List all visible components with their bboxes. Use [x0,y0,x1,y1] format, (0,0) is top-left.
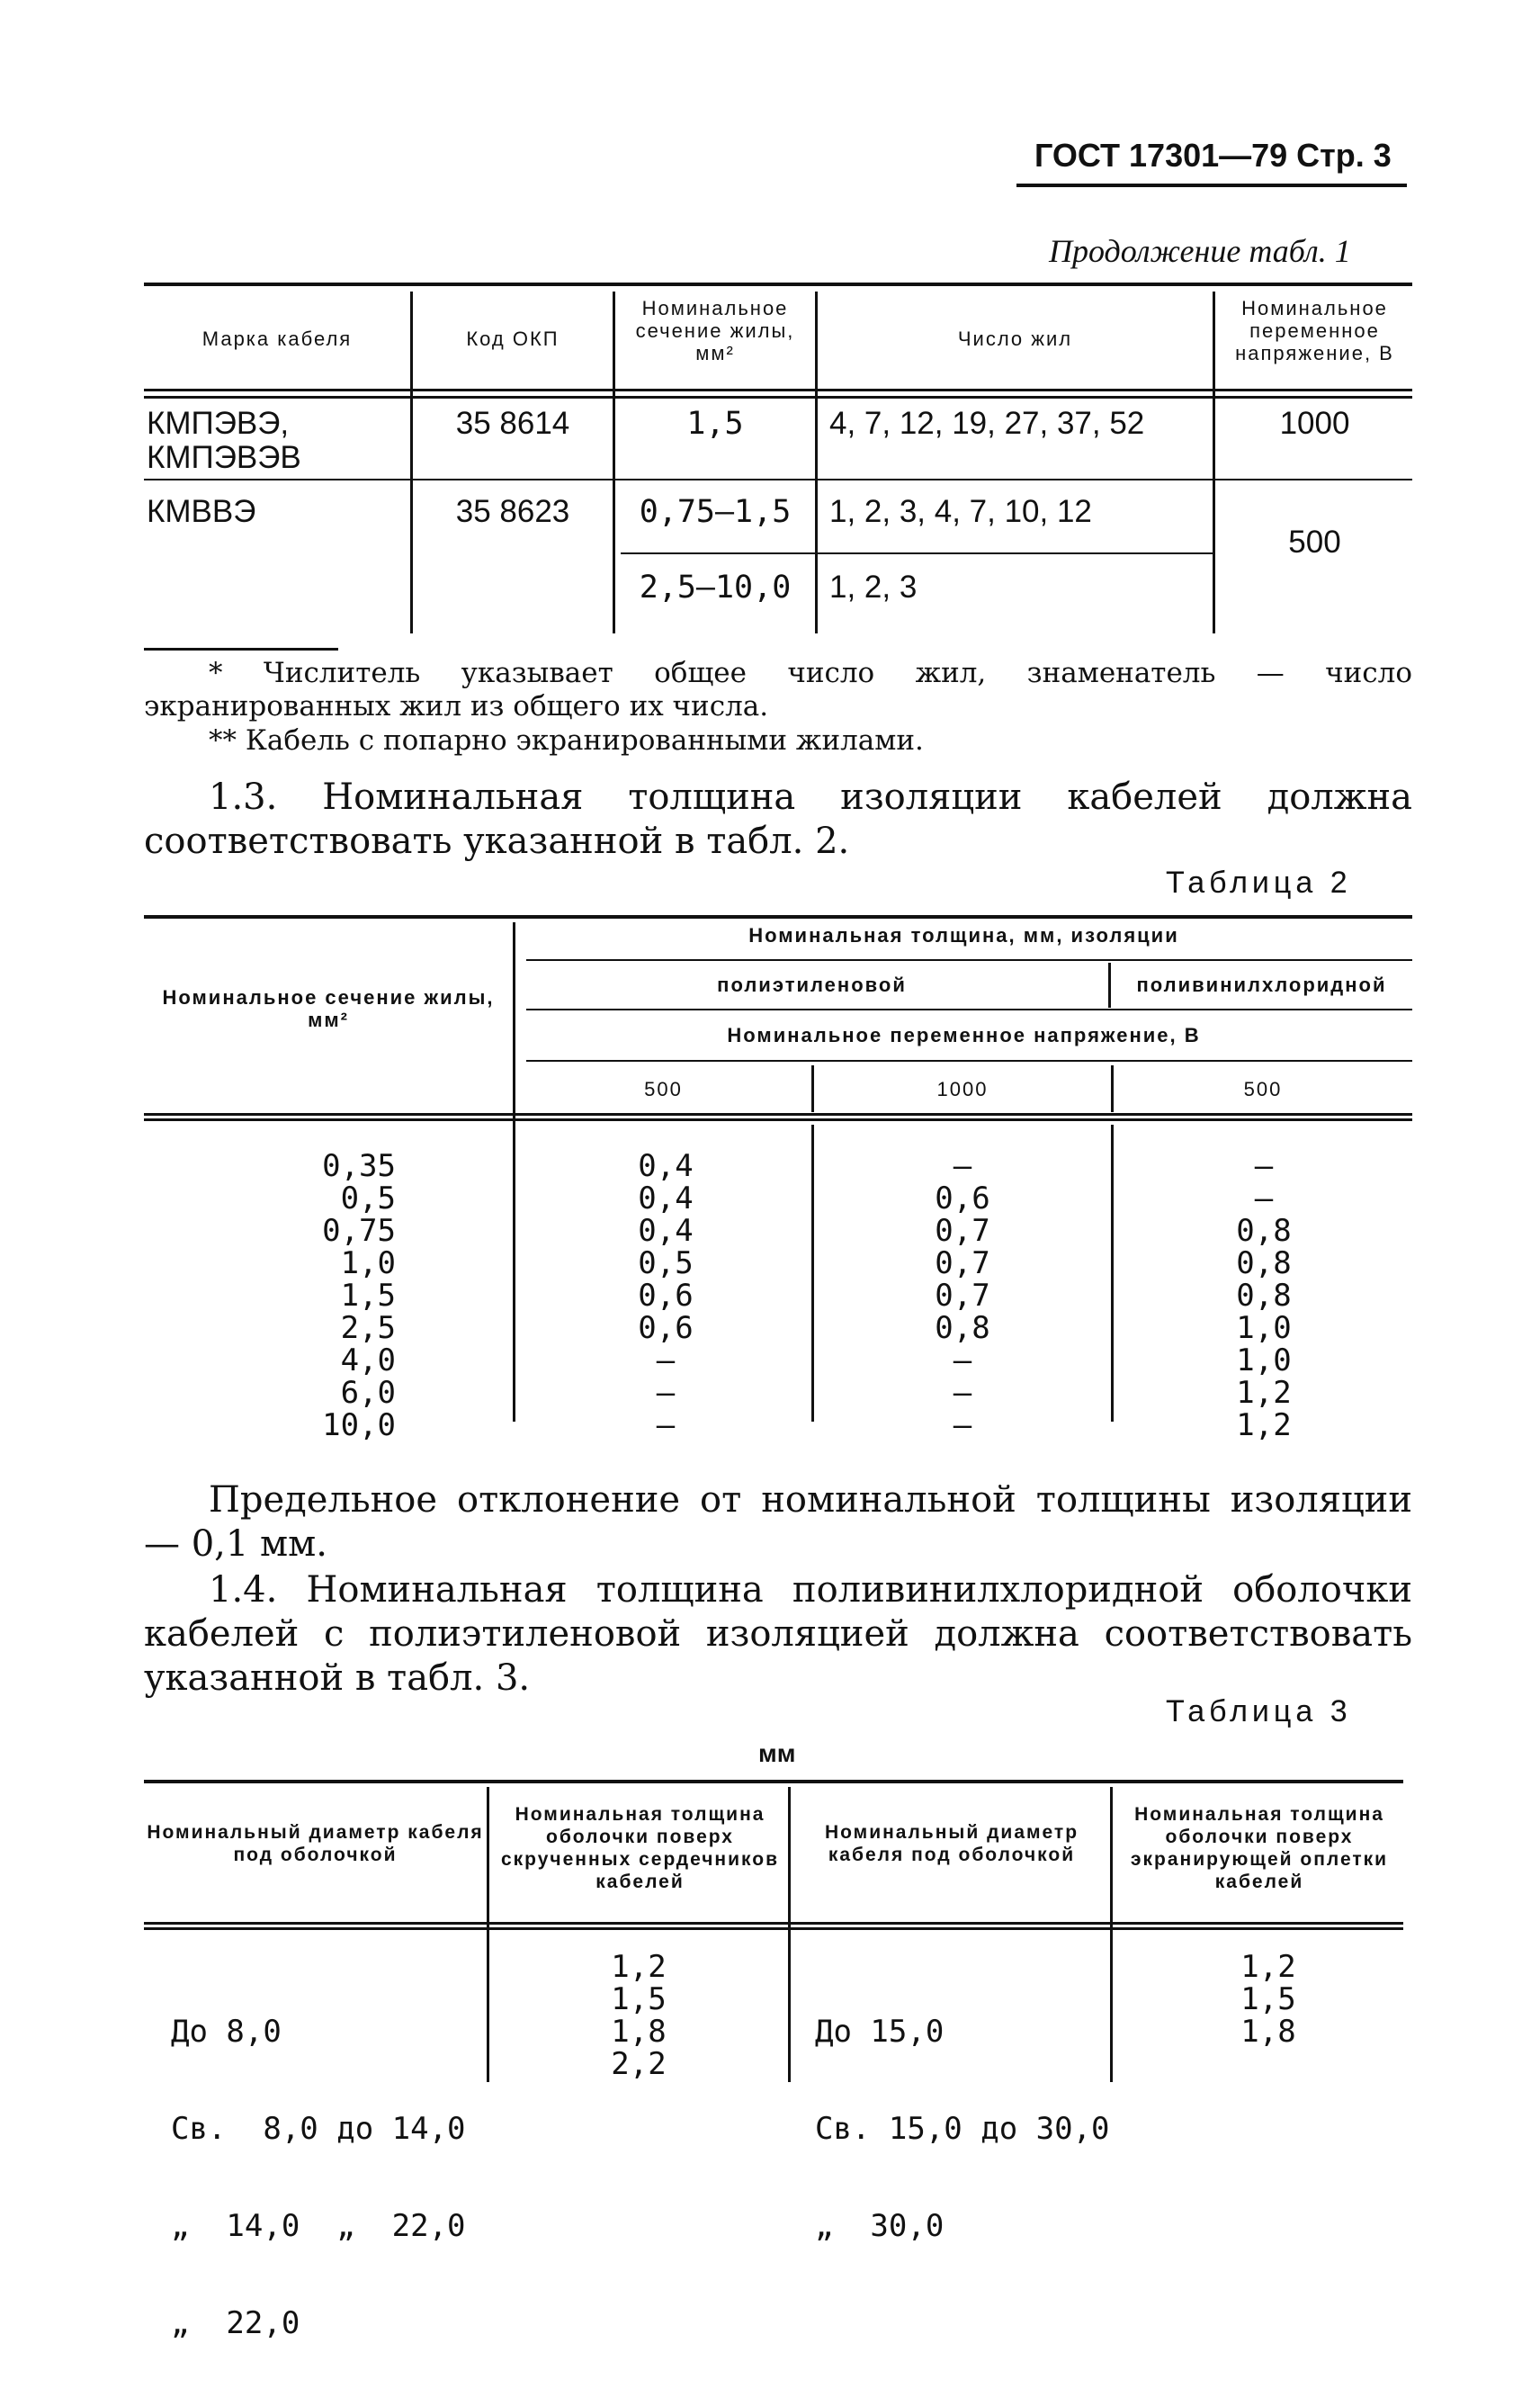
table1-cell-mark: КМВВЭ [147,494,256,529]
table2-cell: — [1254,1181,1274,1216]
table3-header-1: Номинальный диаметр кабеля под оболочкой [147,1822,484,1865]
table2-header-v1000: 1000 [936,1078,989,1100]
table1-cell-section: 0,75—1,5 [639,494,792,530]
table2-cell: — [953,1407,972,1443]
table1-header-cores: Число жил [957,328,1073,350]
footnote-2: ** Кабель с попарно экранированными жилами. [209,724,924,757]
table2-cell: — [656,1407,676,1443]
table2-cell: 0,7 [935,1278,990,1314]
table3-cell: „ 30,0 [815,2208,945,2244]
table2-cell: 1,5 [340,1278,396,1314]
table1-cell-voltage: 1000 [1279,406,1350,441]
table2-cell: 1,0 [340,1245,396,1281]
table3-unit: мм [758,1739,796,1767]
table2-header-voltage: Номинальное переменное напряжение, В [727,1024,1201,1046]
table3-header-4: Номинальная толщина оболочки поверх экранирующей оплетки кабелей [1130,1804,1389,1892]
header-rule [1016,184,1407,187]
footnote-rule [144,648,338,651]
paragraph-limit: Предельное отклонение от номинальной толщины изоляции — 0,1 мм. [144,1479,1412,1565]
footnote-1: * Числитель указывает общее число жил, знаменатель — число экранированных жил из общего их числа. [144,657,1412,723]
table2-cell: 1,0 [1236,1342,1292,1378]
table1-cell-okp: 35 8623 [455,494,570,529]
table2-header-v500-pvc: 500 [1243,1078,1283,1100]
table2-cell: 0,75 [322,1213,396,1249]
paragraph-1-4: 1.4. Номинальная толщина поливинилхлоридной оболочки кабелей с полиэтиленовой изоляцией должна соответствовать указанной в табл. 3. [144,1569,1412,1699]
paragraph-1-3: 1.3. Номинальная толщина изоляции кабелей должна соответствовать указанной в табл. 2. [144,777,1412,862]
page-header: ГОСТ 17301—79 Стр. 3 [1034,137,1392,174]
table2-cell: 0,6 [935,1181,990,1216]
table3-cell: „ 14,0 „ 22,0 [171,2208,466,2244]
table2-cell: — [656,1375,676,1411]
table1-cell-okp: 35 8614 [455,406,570,441]
table3-cell: Св. 8,0 до 14,0 [171,2111,466,2147]
table2-cell: 2,5 [340,1310,396,1346]
table2-cell: 0,6 [638,1278,694,1314]
table1-header-mark: Марка кабеля [201,328,353,350]
table2-cell: 0,8 [1236,1213,1292,1249]
table2-cell: 0,7 [935,1245,990,1281]
table3-cell: До 8,0 [171,2014,282,2050]
table3-column-2 [594,1951,684,2080]
table3-cell: 1,2 [611,1949,667,1985]
table3-cell: 2,2 [611,2046,667,2082]
table2-cell: 4,0 [340,1342,396,1378]
table2-cell: 0,4 [638,1181,694,1216]
table2-cell: 1,0 [1236,1310,1292,1346]
table1-cell-cores: 4, 7, 12, 19, 27, 37, 52 [829,406,1145,441]
table1-cell-section: 2,5—10,0 [639,570,792,606]
table2-header-thickness: Номинальная толщина, мм, изоляции [748,924,1179,947]
table1-cell-section: 1,5 [686,406,744,442]
table2-column-pvc500 [1219,1150,1309,1441]
table2-column-pe1000 [918,1150,1007,1441]
table2-column-section [270,1150,396,1441]
table3-header-3: Номинальный диаметр кабеля под оболочкой [824,1822,1079,1865]
table2-cell: 0,4 [638,1148,694,1184]
table2-cell: 0,6 [638,1310,694,1346]
table2-cell: 0,5 [638,1245,694,1281]
table2-cell: 1,2 [1236,1407,1292,1443]
table3-cell: 1,8 [1240,2014,1296,2050]
table3-cell: 1,5 [1240,1981,1296,2017]
table3-header-2: Номинальная толщина оболочки поверх скрученных сердечников кабелей [500,1804,779,1892]
table1-cell-cores: 1, 2, 3, 4, 7, 10, 12 [829,494,1092,529]
table3-cell: 1,2 [1240,1949,1296,1985]
table2-column-pe500 [621,1150,711,1441]
table3-caption: Таблица 3 [1166,1694,1352,1728]
table2-caption: Таблица 2 [1166,866,1352,900]
table3-cell: „ 22,0 [171,2305,300,2341]
table2-header-section: Номинальное сечение жилы, мм² [162,986,495,1031]
table3-cell: До 15,0 [815,2014,945,2050]
table1-header-okp: Код ОКП [466,328,560,350]
table2-cell: — [953,1342,972,1378]
table2-header-pe: полиэтиленовой [717,974,907,996]
table3-cell: Св. 15,0 до 30,0 [815,2111,1110,2147]
table3-column-4 [1223,1951,1313,2048]
table2-cell: — [953,1375,972,1411]
table2-header-pvc: поливинилхлоридной [1136,974,1387,996]
table2-cell: 0,8 [935,1310,990,1346]
table2-cell: 10,0 [322,1407,396,1443]
table2-cell: 0,8 [1236,1278,1292,1314]
table2-cell: — [953,1148,972,1184]
table2-cell: 6,0 [340,1375,396,1411]
table2-cell: 0,5 [340,1181,396,1216]
table2-cell: 1,2 [1236,1375,1292,1411]
table3-column-1 [171,1951,477,2404]
table2-cell: — [1254,1148,1274,1184]
table1-header-voltage: Номинальное переменное напряжение, В [1235,297,1394,364]
table1-cell-mark: КМПЭВЭ, КМПЭВЭВ [147,406,301,475]
table3-column-3 [815,1951,1110,2307]
table2-header-v500: 500 [644,1078,683,1100]
table2-cell: — [656,1342,676,1378]
table2-cell: 0,35 [322,1148,396,1184]
table1-header-section: Номинальное сечение жилы, мм² [635,297,795,364]
table2-cell: 0,7 [935,1213,990,1249]
table3-cell: 1,8 [611,2014,667,2050]
table2-cell: 0,4 [638,1213,694,1249]
table1-cell-voltage: 500 [1288,525,1341,560]
table1-cell-cores: 1, 2, 3 [829,570,918,605]
table1-caption: Продолжение табл. 1 [1049,233,1351,269]
table3-cell: 1,5 [611,1981,667,2017]
table2-cell: 0,8 [1236,1245,1292,1281]
